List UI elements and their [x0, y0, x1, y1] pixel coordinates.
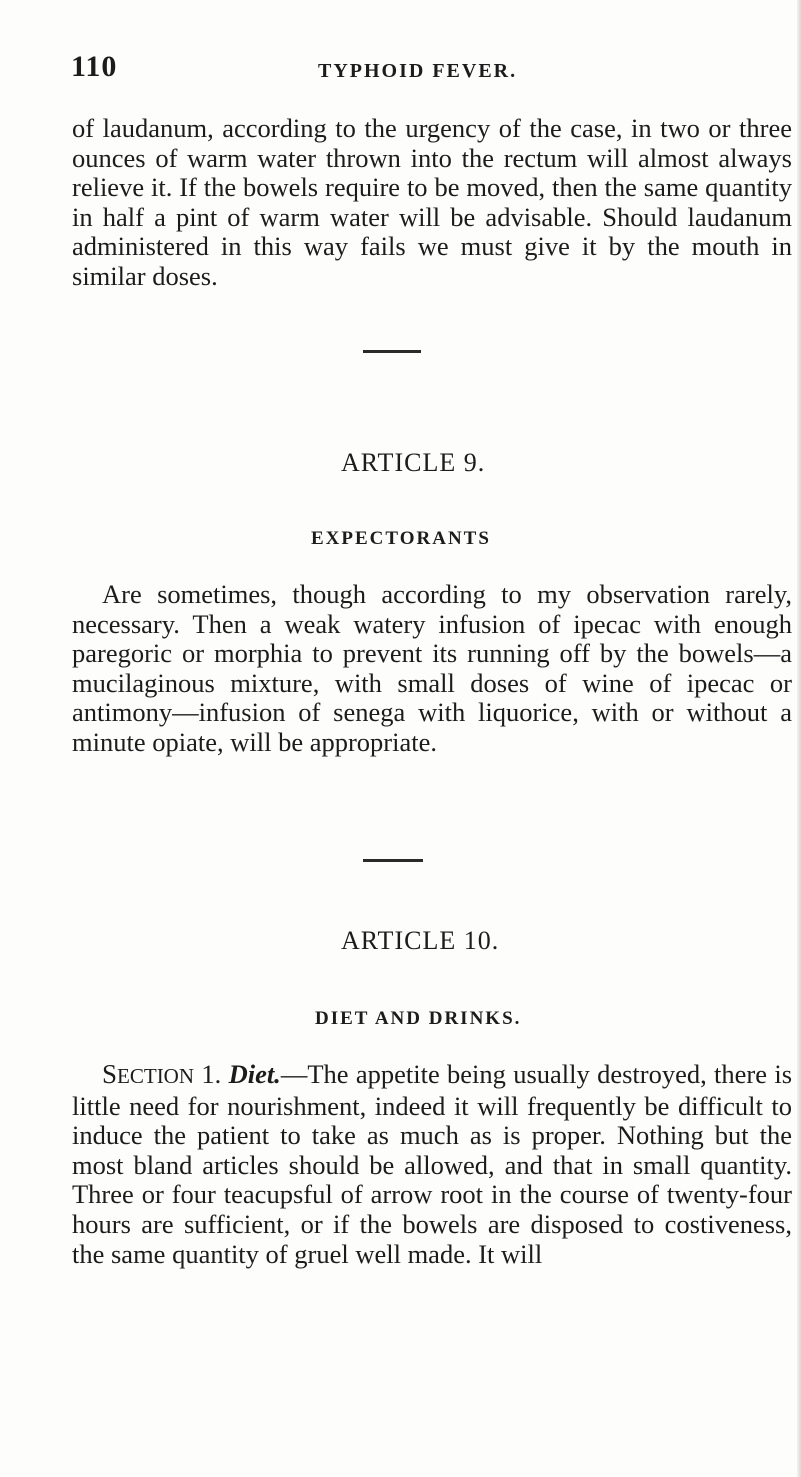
expectorants-heading: EXPECTORANTS [311, 528, 491, 549]
diet-and-drinks-heading: DIET AND DRINKS. [315, 1008, 522, 1029]
page-edge [797, 0, 801, 1477]
page-header [0, 50, 801, 90]
diet-body: —The appetite being usually destroyed, there is little need for nourishment, indeed it will frequently be difficult to induce the patient to take as much as is proper. Nothing but the most bland articles should be allowed, and that in small quantity. Three or four teacupsful of arrow root in the course of twenty-four hours are sufficient, or if the bowels are disposed to costiveness, the same quantity of gruel well made. It will [72, 1059, 793, 1269]
running-head: TYPHOID FEVER. [318, 60, 518, 82]
diet-subheading: Diet. [228, 1059, 281, 1089]
section-label-initial: S [102, 1059, 118, 1089]
section-label-rest: ECTION [117, 1064, 195, 1088]
paragraph-laudanum: of laudanum, according to the urgency of the case, in two or three ounces of warm water thrown into the rectum will almost always relieve it. If the bowels require to be moved, then the same quantity in half a pint of warm water will be advisable. Should laudanum administered in this way fails we must give it by the mouth in similar doses. [72, 113, 792, 291]
page-number: 110 [71, 50, 118, 83]
section-number: 1. [201, 1059, 222, 1089]
article-9-title: ARTICLE 9. [341, 448, 486, 477]
section-divider [363, 859, 423, 862]
diet-paragraph [72, 1060, 792, 1269]
expectorants-paragraph: Are sometimes, though according to my observation rarely, necessary. Then a weak watery infusion of ipecac with enough paregoric or morphia to prevent its running off by the bowels—a mucilaginous mixture, with small doses of wine of ipecac or antimony—infusion of senega with liquorice, with or without a minute opiate, will be appropriate. [72, 579, 792, 757]
article-10-title: ARTICLE 10. [341, 926, 500, 955]
section-divider [363, 350, 421, 353]
